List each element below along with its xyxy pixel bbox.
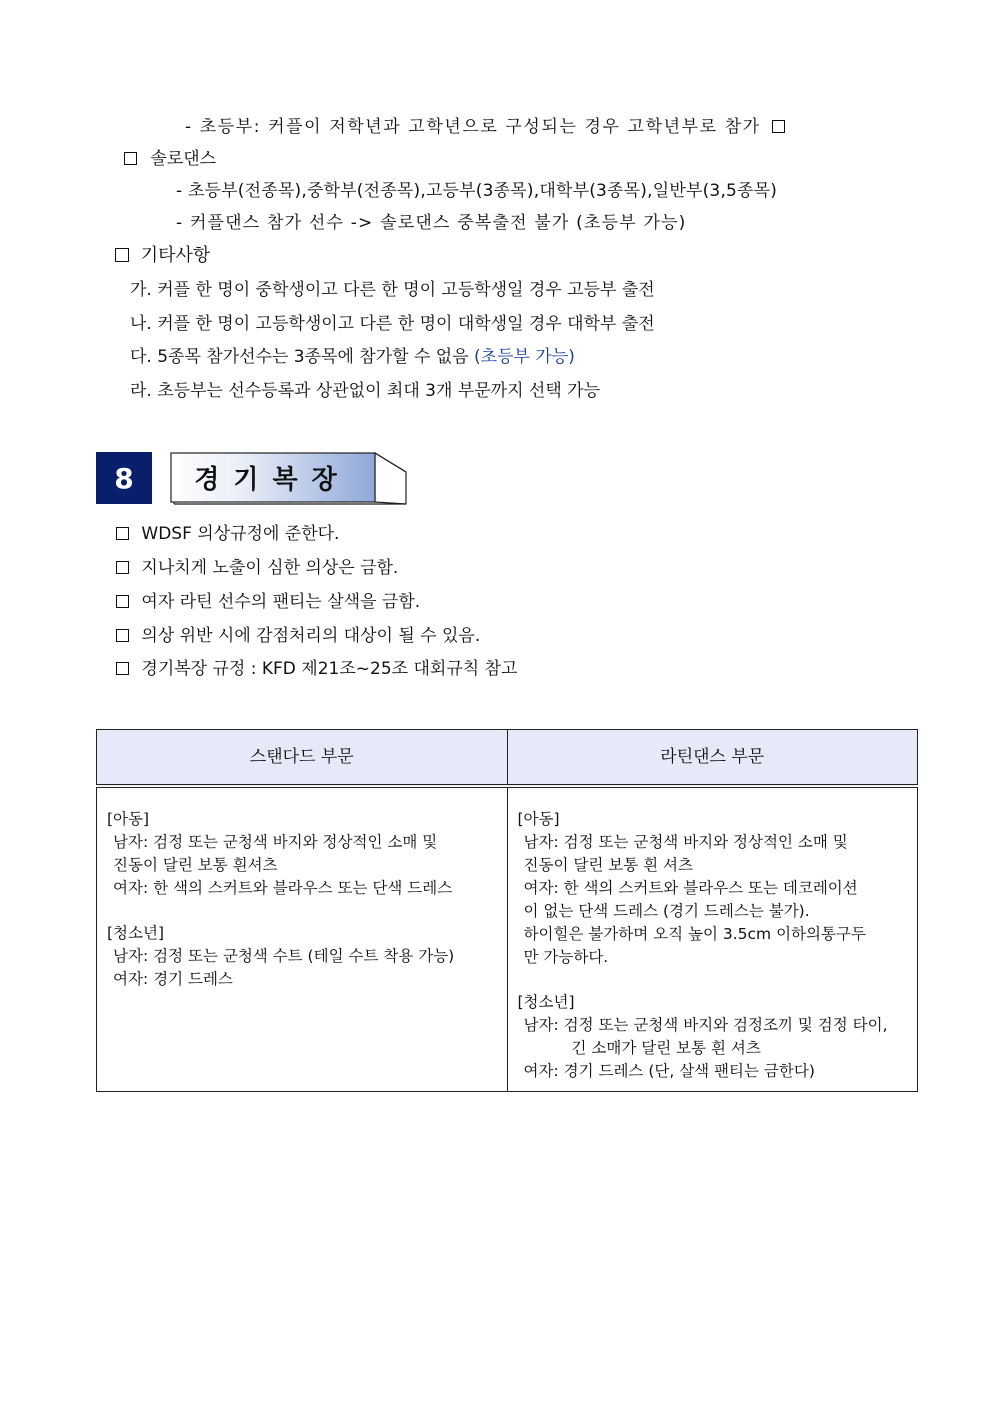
latin-cell [507, 786, 918, 1092]
solo-restriction [176, 212, 687, 234]
latin-child-line: 만 가능하다. [523, 948, 609, 966]
checkbox-icon [116, 561, 129, 574]
standard-youth-line: 여자: 경기 드레스 [113, 970, 233, 988]
checkbox-icon [116, 527, 129, 540]
rule-text: 경기복장 규정 : KFD 제21조~25조 대회규칙 참고 [141, 659, 518, 679]
latin-child-line: 여자: 한 색의 스커트와 블라우스 또는 데코레이션 [523, 879, 858, 897]
checkbox-icon [115, 248, 129, 262]
spacer [518, 969, 908, 991]
misc-item-prefix: 다. [130, 347, 158, 367]
rule-item [116, 625, 480, 647]
misc-item-prefix: 가. [130, 280, 158, 300]
rule-item [116, 523, 339, 545]
solo-restriction-text: - 커플댄스 참가 선수 -> 솔로댄스 중복출전 불가 (초등부 가능) [176, 213, 687, 233]
checkbox-icon [124, 152, 137, 165]
misc-item [130, 346, 575, 368]
table-header-row [97, 730, 918, 787]
standard-cell [97, 786, 508, 1092]
rule-item [116, 591, 420, 613]
latin-child-line: 남자: 검정 또는 군청색 바지와 정상적인 소매 및 [523, 833, 848, 851]
latin-youth-label: [청소년] [517, 993, 575, 1011]
solo-heading-text: 솔로댄스 [150, 149, 217, 169]
standard-child-label: [아동] [107, 810, 150, 828]
misc-item-prefix: 라. [130, 381, 158, 401]
checkbox-icon [116, 662, 129, 675]
solo-heading [124, 148, 216, 170]
latin-child-line: 이 없는 단색 드레스 (경기 드레스는 불가). [523, 902, 810, 920]
latin-child-label: [아동] [517, 810, 560, 828]
standard-youth-line: 남자: 검정 또는 군청색 수트 (테일 수트 착용 가능) [113, 947, 455, 965]
table-row [97, 786, 918, 1092]
latin-child-line: 진동이 달린 보통 흰 셔츠 [523, 856, 693, 874]
misc-heading-text: 기타사항 [140, 245, 211, 266]
misc-heading [115, 245, 210, 267]
rule-text: 여자 라틴 선수의 팬티는 살색을 금함. [141, 592, 421, 612]
rule-text: WDSF 의상규정에 준한다. [141, 524, 340, 544]
solo-divisions-text: - 초등부(전종목),중학부(전종목),고등부(3종목),대학부(3종목),일반부(3,5종목) [176, 181, 778, 201]
misc-item-highlight: (초등부 가능) [474, 347, 575, 367]
solo-divisions [176, 180, 777, 202]
rule-text: 의상 위반 시에 감점처리의 대상이 될 수 있음. [141, 626, 481, 646]
elementary-note [185, 116, 905, 138]
standard-youth-label: [청소년] [107, 924, 165, 942]
section-number: 8 [114, 461, 134, 495]
misc-item [130, 313, 655, 335]
latin-youth-male: 남자: 검정 또는 군청색 바지와 검정조끼 및 검정 타이, 긴 소매가 달린 보통 흰 셔츠 [523, 1016, 888, 1057]
section-title-box [170, 452, 410, 506]
rule-item [116, 658, 517, 680]
checkbox-icon [116, 595, 129, 608]
checkbox-icon [772, 120, 785, 133]
standard-child-line: 남자: 검정 또는 군청색 바지와 정상적인 소매 및 [113, 833, 438, 851]
latin-child-line: 하이힐은 불가하며 오직 높이 3.5cm 이하의통구두 [523, 925, 866, 943]
misc-item-text: 5종목 참가선수는 3종목에 참가할 수 없음 [157, 347, 475, 367]
standard-child-line: 진동이 달린 보통 흰셔츠 [113, 856, 278, 874]
rule-text: 지나치게 노출이 심한 의상은 금함. [141, 558, 399, 578]
misc-item-prefix: 나. [130, 314, 158, 334]
misc-item [130, 279, 655, 301]
misc-item-text: 커플 한 명이 중학생이고 다른 한 명이 고등학생일 경우 고등부 출전 [157, 280, 655, 300]
misc-item-text: 커플 한 명이 고등학생이고 다른 한 명이 대학생일 경우 대학부 출전 [157, 314, 655, 334]
elementary-note-text: - 초등부: 커플이 저학년과 고학년으로 구성되는 경우 고학년부로 참가 [185, 117, 761, 137]
misc-item [130, 380, 600, 402]
section-number-badge [96, 452, 152, 504]
standard-column-header: 스탠다드 부문 [97, 730, 508, 787]
latin-youth-female: 여자: 경기 드레스 (단, 살색 팬티는 금한다) [523, 1062, 815, 1080]
rule-item [116, 557, 398, 579]
misc-item-text: 초등부는 선수등록과 상관없이 최대 3개 부문까지 선택 가능 [157, 381, 601, 401]
section-title: 경기복장 [194, 464, 351, 495]
spacer [107, 900, 497, 922]
dress-code-table [96, 729, 918, 1092]
latin-column-header: 라틴댄스 부문 [507, 730, 918, 787]
standard-child-line: 여자: 한 색의 스커트와 블라우스 또는 단색 드레스 [113, 879, 453, 897]
checkbox-icon [116, 629, 129, 642]
